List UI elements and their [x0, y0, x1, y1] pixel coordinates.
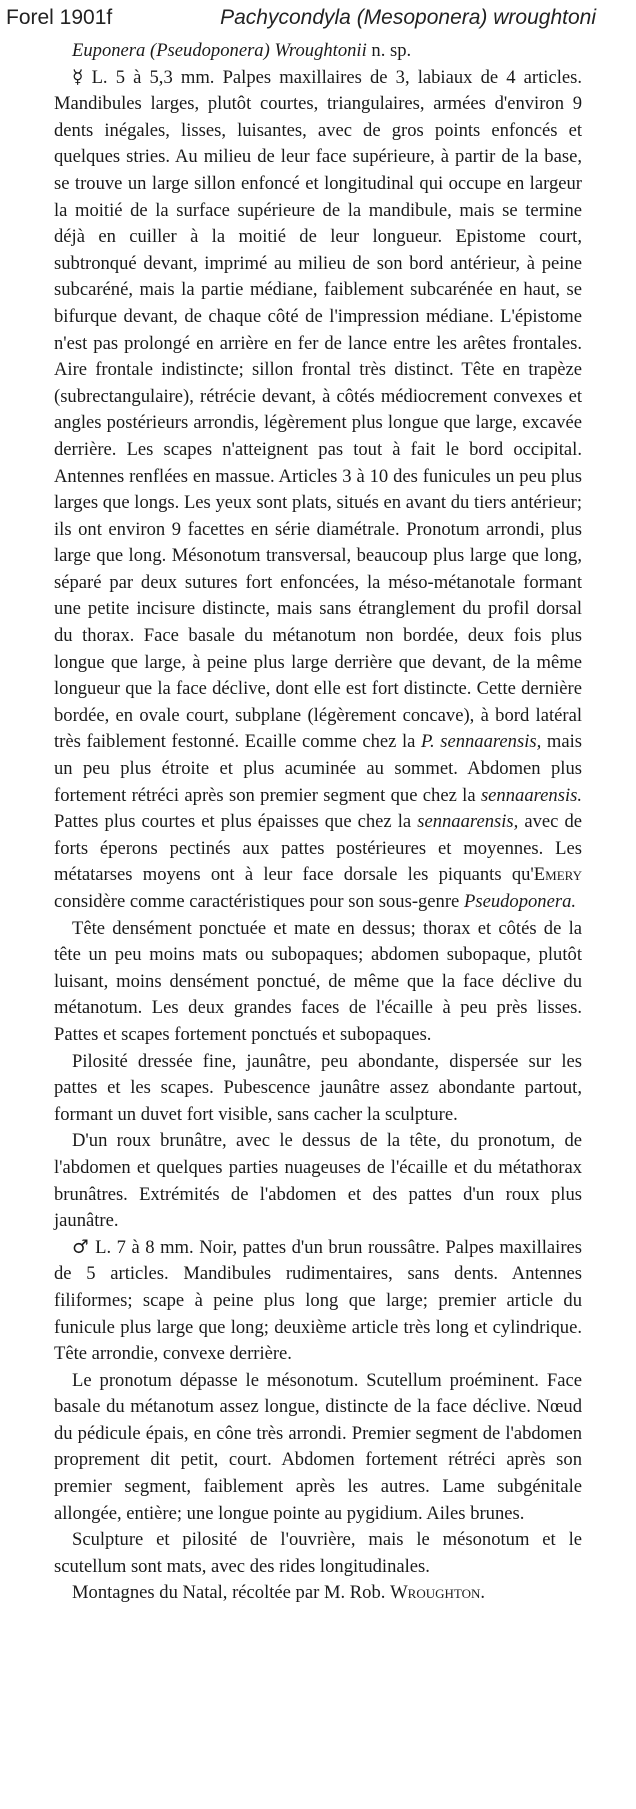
taxon-name: Pachycondyla (Mesoponera) wroughtoni — [220, 6, 596, 29]
citation-label: Forel 1901f — [6, 6, 113, 29]
pilosity-paragraph: Pilosité dressée fine, jaunâtre, peu abondante, dispersée sur les pattes et les scapes. Pubescence jaunâtre assez abondante partout, formant un duvet fort visible, sans cacher la sculpture. — [54, 1050, 582, 1125]
locality-paragraph — [54, 1580, 582, 1607]
worker-symbol-icon: ☿ — [72, 66, 84, 88]
worker-text-3: Pattes plus courtes et plus épaisses que chez la — [54, 811, 412, 833]
sculpture-paragraph: Tête densément ponctuée et mate en dessus; thorax et côtés de la tête un peu moins mats ou subopaques; abdomen subopaque, plutôt luisant, moins densément ponctué, de même que la face déclive du métanotum. Les deux grandes faces de l'écaille à peu près lisses. Pattes et scapes fortement ponctués et subopaques. — [54, 917, 582, 1045]
worker-text-1: L. 5 à 5,3 mm. Palpes maxillaires de 3, labiaux de 4 articles. Mandibules larges, plutôt courtes, triangulaires, armées d'environ 9 dents inégales, lisses, luisantes, avec de gros points enfoncés et quelques stries. Au milieu de leur face supérieure, à partir de la base, se trouve un large sillon enfoncé et longitudinal qui occupe en largeur la moitié de la surface supérieure de la mandibule, mais se termine déjà en cuiller à la moitié de leur longueur. Epistome court, subtronqué devant, imprimé au milieu de son bord antérieur, à peine subcaréné, mais la partie médiane, faiblement subcarénée en haut, se bifurque devant, de chaque côté de l'impression médiane. L'épistome n'est pas prolongé en arrière en fer de lance entre les arêtes frontales. Aire frontale indistincte; sillon frontal très distinct. Tête en trapèze (subrectangulaire), rétrécie devant, à côtés médiocrement convexes et angles postérieurs arrondis, légèrement plus longue que large, excavée derrière. Les scapes n'atteignent pas tout à fait le bord occipital. Antennes renflées en massue. Articles 3 à 10 des funicules un peu plus larges que longs. Les yeux sont plats, situés en avant du tiers antérieur; ils ont environ 9 facettes en série diamétrale. Pronotum arrondi, plus large que long. Mésonotum transversal, beaucoup plus large que long, séparé par deux sutures fort enfoncées, la méso-métanotale formant une petite incisure distincte, mais sans étranglement du profil dorsal du thorax. Face basale du métanotum non bordée, deux fois plus longue que large, à peine plus large derrière que devant, de la même longueur que la face déclive, dont elle est fort distincte. Cette dernière bordée, en ovale court, subplane (légèrement concave), à bord latéral très faiblement festonné. Ecaille comme chez la — [54, 66, 582, 753]
author-emery: Emery — [533, 864, 582, 886]
male-text: L. 7 à 8 mm. Noir, pattes d'un brun roussâtre. Palpes maxillaires de 5 articles. Mandibules rudimentaires, sans dents. Antennes filiformes; scape à peine plus long que large; premier article du funicule plus large que long; deuxième article très long et cylindrique. Tête arrondie, convexe derrière. — [54, 1236, 583, 1365]
male-description — [54, 1235, 582, 1368]
male-sculpture-paragraph: Sculpture et pilosité de l'ouvrière, mais le mésonotum et le scutellum sont mats, avec des rides longitudinales. — [54, 1529, 582, 1577]
collector-name: Wroughton. — [390, 1582, 485, 1604]
subgenus-name: (Pseudoponera) — [150, 40, 270, 61]
male-symbol-icon: ♂ — [72, 1236, 90, 1258]
species-title — [54, 38, 582, 65]
page-header — [0, 4, 636, 34]
worker-ref-1: P. sennaarensis, — [421, 731, 542, 753]
male-thorax-paragraph: Le pronotum dépasse le mésonotum. Scutellum proéminent. Face basale du métanotum assez longue, distincte de la face déclive. Nœud du pédicule épais, en cône très arrondi. Premier segment de l'abdomen proprement dit petit, court. Abdomen fortement rétréci après son premier segment, faiblement après les autres. Lame subgénitale allongée, entière; une longue pointe au pygidium. Ailes brunes. — [54, 1369, 582, 1524]
genus-name: Euponera — [72, 40, 146, 61]
worker-text-4: avec de forts éperons pectinés aux pattes postérieures et moyennes. Les métatarses moyens ont à leur face dorsale les piquants qu' — [54, 811, 582, 886]
worker-ref-4: Pseudoponera. — [463, 891, 577, 912]
document-body — [54, 38, 582, 1607]
locality-text: Montagnes du Natal, récoltée par M. Rob. — [72, 1582, 386, 1604]
color-paragraph: D'un roux brunâtre, avec le dessus de la tête, du pronotum, de l'abdomen et quelques parties nuageuses de l'écaille et du métathorax brunâtres. Extrémités de l'abdomen et des pattes d'un roux plus jaunâtre. — [54, 1130, 582, 1232]
worker-text-5: considère comme caractéristiques pour son sous-genre — [54, 891, 460, 912]
worker-ref-2: sennaarensis. — [480, 784, 582, 806]
worker-description — [54, 65, 582, 916]
worker-ref-3: sennaarensis, — [417, 811, 519, 833]
new-species-mark: n. sp. — [371, 40, 412, 61]
worker-text-2: mais un peu plus étroite et plus acuminée au sommet. Abdomen plus fortement rétréci après son premier segment que chez la — [54, 731, 582, 806]
species-name: Wroughtonii — [274, 40, 367, 61]
